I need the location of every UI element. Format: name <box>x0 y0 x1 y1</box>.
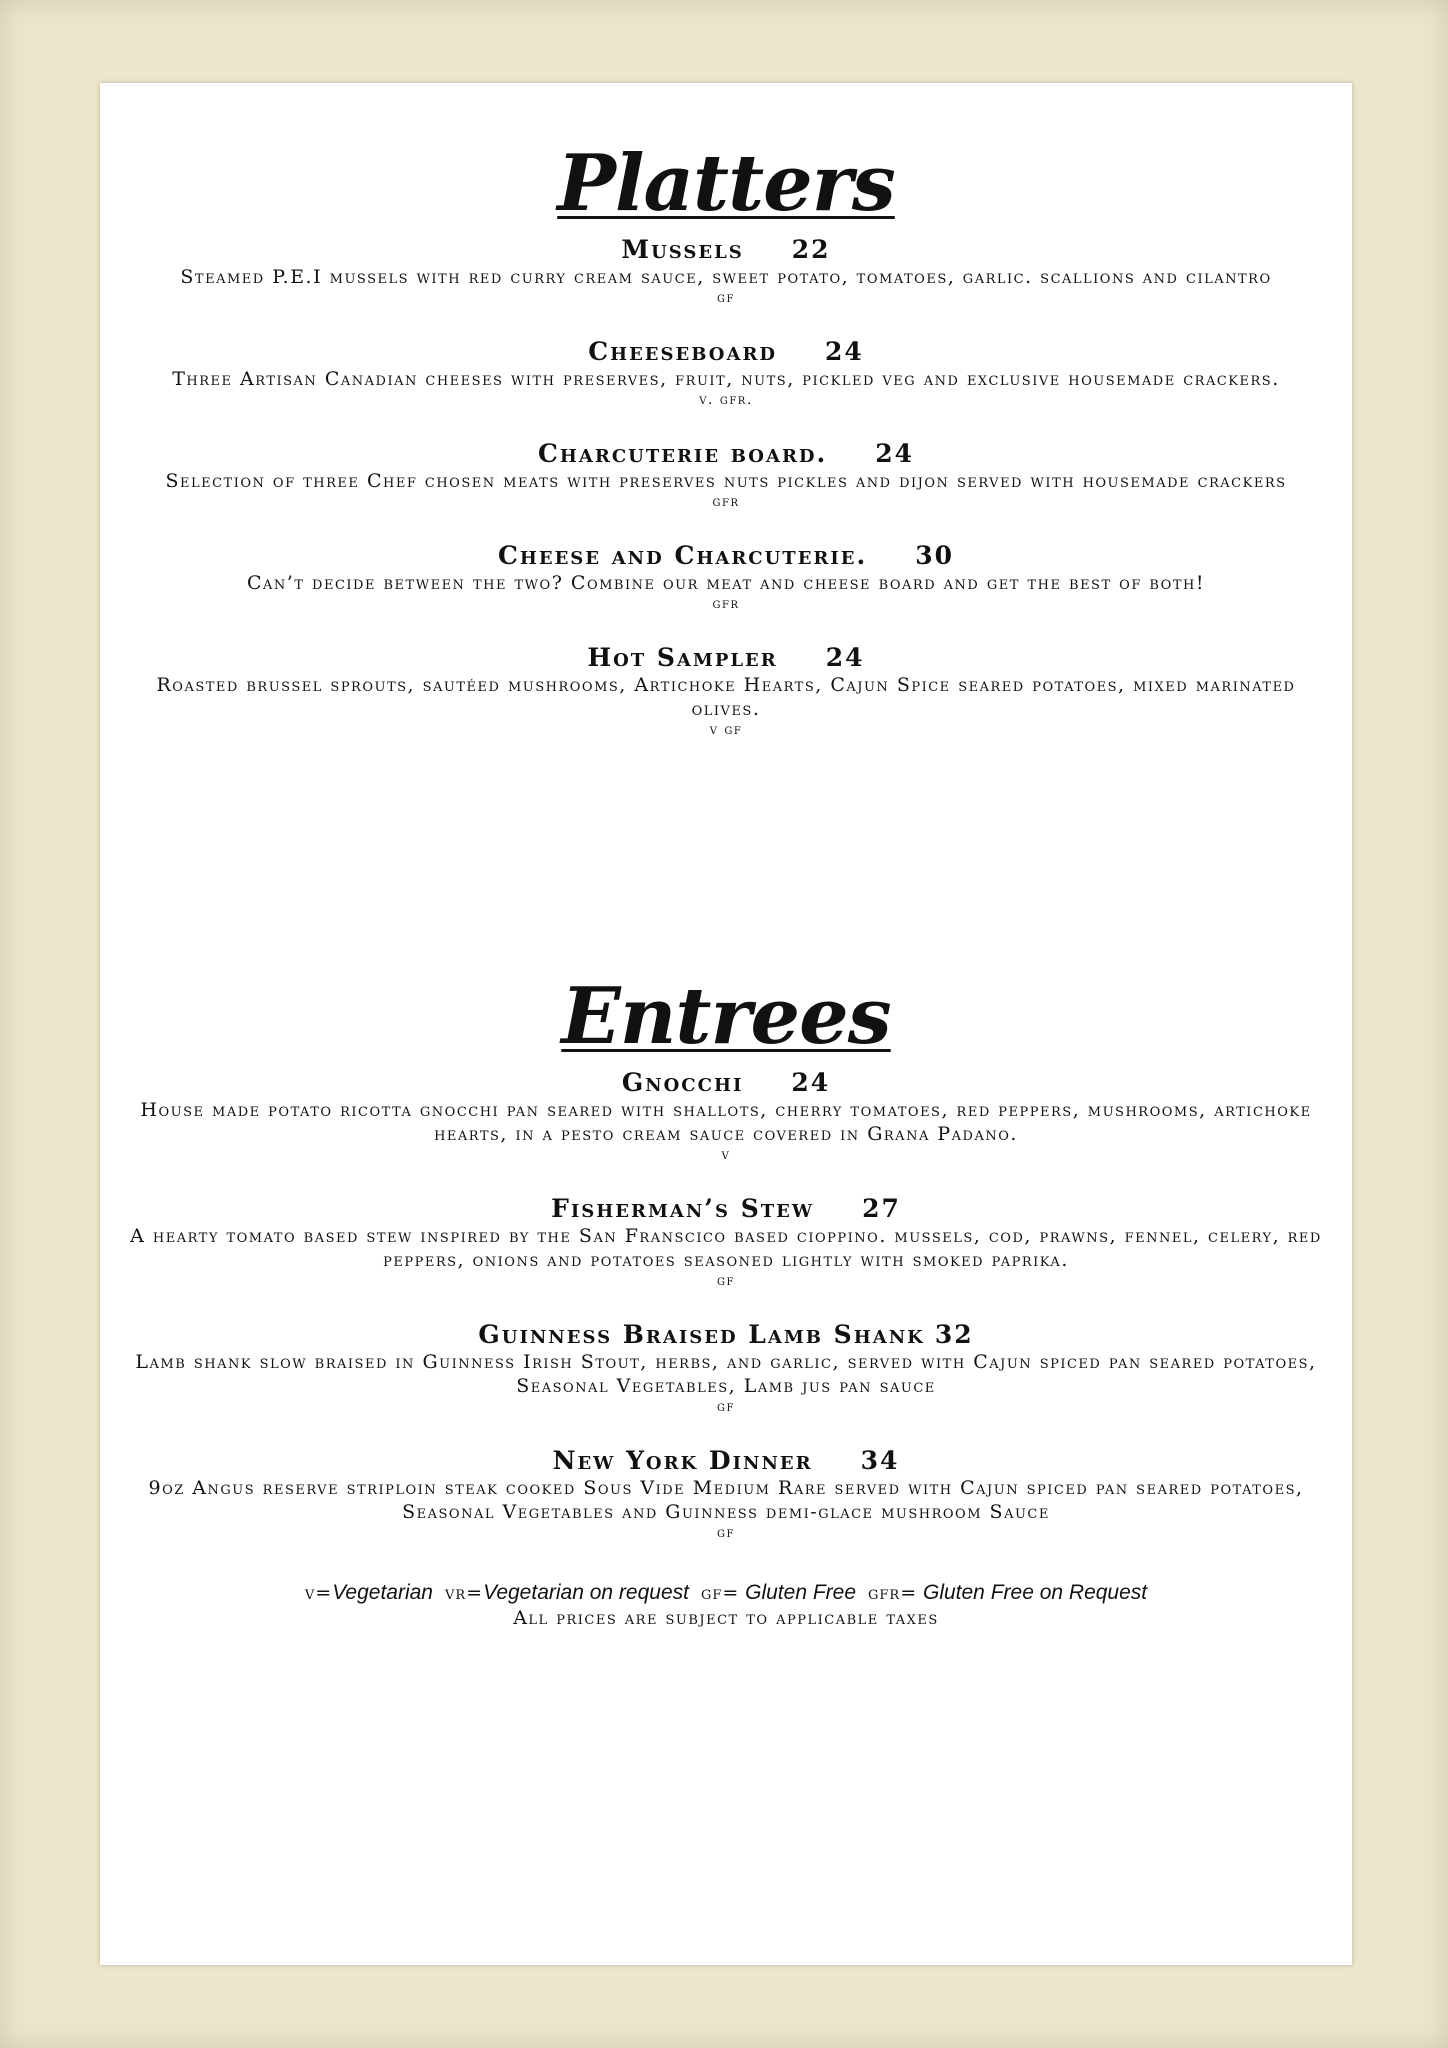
menu-page <box>100 83 1352 1965</box>
entrees-title: Entrees <box>561 971 891 1062</box>
item-price: 24 <box>875 439 915 468</box>
dietary-legend <box>100 1580 1352 1606</box>
item-name: Guinness Braised Lamb Shank <box>478 1320 925 1349</box>
menu-item-cheeseboard <box>100 337 1352 409</box>
item-description: Can’t decide between the two? Combine our meat and cheese board and get the best of both! <box>247 572 1205 594</box>
menu-item-new-york-dinner <box>100 1446 1352 1542</box>
item-name: Gnocchi <box>621 1068 744 1097</box>
taxes-note: All prices are subject to applicable taxes <box>513 1607 939 1629</box>
item-dietary-tag: gfr <box>712 494 740 510</box>
legend-vr-full: Vegetarian on request <box>483 1581 689 1604</box>
legend-v-full: Vegetarian <box>332 1581 433 1604</box>
legend-vr-abbr: vr= <box>444 1582 484 1604</box>
menu-item-lamb-shank <box>100 1320 1352 1416</box>
item-dietary-tag: v <box>721 1147 731 1163</box>
item-name: Hot Sampler <box>587 643 778 672</box>
item-dietary-tag: v gf <box>709 722 743 738</box>
platters-section <box>100 138 1352 739</box>
item-name: Cheeseboard <box>588 337 778 366</box>
entrees-section <box>100 971 1352 1630</box>
menu-item-cheese-and-charcuterie <box>100 541 1352 613</box>
item-price: 27 <box>862 1194 901 1223</box>
item-name: New York Dinner <box>552 1446 813 1475</box>
legend-gf-full: Gluten Free <box>739 1581 857 1604</box>
item-description: A hearty tomato based stew inspired by the San Franscico based cioppino. mussels, cod, prawns, fennel, celery, red peppers, onions and potatoes seasoned lightly with smoked paprika. <box>130 1225 1322 1271</box>
item-price: 24 <box>791 1068 831 1097</box>
item-description: Lamb shank slow braised in Guinness Irish Stout, herbs, and garlic, served with Cajun spiced pan seared potatoes, Seasonal Vegetables, Lamb jus pan sauce <box>135 1351 1317 1397</box>
item-dietary-tag: gf <box>717 1399 735 1415</box>
item-dietary-tag: v. gfr. <box>699 392 753 408</box>
item-dietary-tag: gfr <box>712 596 740 612</box>
item-dietary-tag: gf <box>717 1273 735 1289</box>
item-description: Roasted brussel sprouts, sautéed mushrooms, Artichoke Hearts, Cajun Spice seared potatoes, mixed marinated olives. <box>156 674 1296 720</box>
item-name: Mussels <box>621 235 744 264</box>
legend-gf-abbr: gf= <box>700 1582 740 1604</box>
item-name: Cheese and Charcuterie. <box>497 541 868 570</box>
item-price: 30 <box>915 541 955 570</box>
item-dietary-tag: gf <box>717 290 735 306</box>
item-price: 24 <box>825 337 864 366</box>
item-description: Three Artisan Canadian cheeses with preserves, fruit, nuts, pickled veg and exclusive housemade crackers. <box>172 368 1280 390</box>
menu-item-hot-sampler <box>100 643 1352 739</box>
menu-item-charcuterie-board <box>100 439 1352 511</box>
item-price: 24 <box>825 643 865 672</box>
menu-item-fishermans-stew <box>100 1194 1352 1290</box>
item-description: House made potato ricotta gnocchi pan seared with shallots, cherry tomatoes, red peppers, mushrooms, artichoke hearts, in a pesto cream sauce covered in Grana Padano. <box>140 1099 1312 1145</box>
item-description: Selection of three Chef chosen meats with preserves nuts pickles and dijon served with housemade crackers <box>165 470 1287 492</box>
platters-title: Platters <box>557 138 895 229</box>
item-dietary-tag: gf <box>717 1525 735 1541</box>
item-price: 34 <box>860 1446 900 1475</box>
legend-v-abbr: v= <box>304 1582 333 1604</box>
item-name: Fisherman’s Stew <box>551 1194 815 1223</box>
item-price: 32 <box>934 1320 974 1349</box>
item-description: Steamed P.E.I mussels with red curry cream sauce, sweet potato, tomatoes, garlic. scallions and cilantro <box>180 266 1272 288</box>
legend-gfr-full: Gluten Free on Request <box>917 1581 1148 1604</box>
menu-item-mussels <box>100 235 1352 307</box>
menu-item-gnocchi <box>100 1068 1352 1164</box>
legend-gfr-abbr: gfr= <box>868 1582 918 1604</box>
item-price: 22 <box>791 235 831 264</box>
item-description: 9oz Angus reserve striploin steak cooked Sous Vide Medium Rare served with Cajun spiced pan seared potatoes, Seasonal Vegetables and Guinness demi-glace mushroom Sauce <box>148 1477 1304 1523</box>
item-name: Charcuterie board. <box>537 439 828 468</box>
